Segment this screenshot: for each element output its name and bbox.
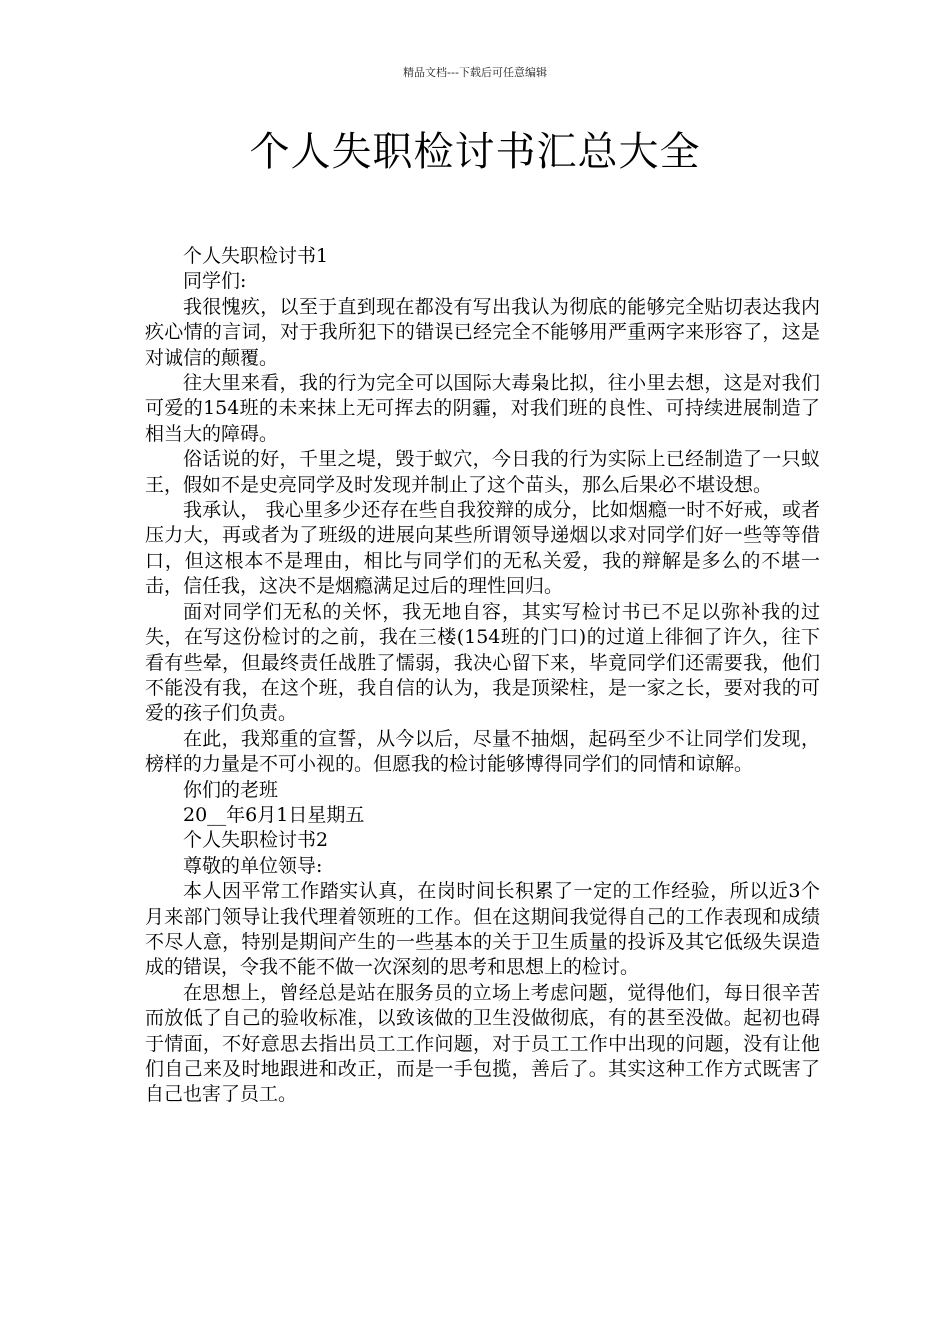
salutation-2: 尊敬的单位领导: — [183, 854, 323, 877]
paragraph: 本人因平常工作踏实认真，在岗时间长积累了一定的工作经验，所以近3个月来部门领导让我代理着领班的工作。但在这期间我觉得自己的工作表现和成绩不尽人意，特别是期间产生的一些基本的关于卫生质量的投诉及其它低级失误造成的错误，令我不能不做一次深刻的思考和思想上的检讨。 — [145, 880, 820, 979]
section-heading-2: 个人失职检讨书2 — [183, 829, 329, 852]
paragraph: 在思想上，曾经总是站在服务员的立场上考虑问题，觉得他们，每日很辛苦而放低了自己的验收标准，以致该做的卫生没做彻底，有的甚至没做。起初也碍于情面，不好意思去指出员工工作问题，对于员工工作中出现的问题，没有让他们自己来及时地跟进和改正，而是一手包揽，善后了。其实这种工作方式既害了自己也害了员工。 — [145, 981, 820, 1106]
paragraph: 我很愧疚，以至于直到现在都没有写出我认为彻底的能够完全贴切表达我内疚心情的言词，对于我所犯下的错误已经完全不能够用严重两字来形容了，这是对诚信的颠覆。 — [145, 295, 820, 369]
salutation-1: 同学们: — [183, 270, 247, 293]
signature: 你们的老班 — [183, 778, 279, 801]
paragraph: 俗话说的好，千里之堤，毁于蚁穴，今日我的行为实际上已经制造了一只蚁王，假如不是史亮同学及时发现并制止了这个苗头，那么后果必不堪设想。 — [145, 448, 820, 496]
paragraph: 我承认， 我心里多少还存在些自我狡辩的成分，比如烟瘾一时不好戒，或者压力大，再或者为了班级的进展向某些所谓领导递烟以求对同学们好一些等等借口，但这根本不是理由，相比与同学们的无私关爱，我的辩解是多么的不堪一击，信任我，这决不是烟瘾满足过后的理性回归。 — [145, 499, 820, 598]
section-heading-1: 个人失职检讨书1 — [183, 245, 329, 267]
paragraph: 往大里来看，我的行为完全可以国际大毒枭比拟，往小里去想，这是对我们可爱的154班的未来抹上无可挥去的阴霾，对我们班的良性、可持续进展制造了相当大的障碍。 — [145, 372, 820, 445]
document-body — [145, 244, 820, 1108]
paragraph: 面对同学们无私的关怀，我无地自容，其实写检讨书已不足以弥补我的过失，在写这份检讨的之前，我在三楼(154班的门口)的过道上徘徊了许久，往下看有些晕，但最终责任战胜了懦弱，我决心留下来，毕竟同学们还需要我，他们不能没有我，在这个班，我自信的认为，我是顶梁柱，是一家之长，要对我的可爱的孩子们负责。 — [145, 600, 820, 725]
paragraph: 在此，我郑重的宣誓，从今以后，尽量不抽烟，起码至少不让同学们发现，榜样的力量是不可小视的。但愿我的检讨能够博得同学们的同情和谅解。 — [145, 727, 820, 776]
page-header-note: 精品文档---下载后可任意编辑 — [403, 66, 547, 79]
date-line: 20__年6月1日星期五 — [183, 803, 365, 826]
document-title: 个人失职检讨书汇总大全 — [249, 129, 701, 175]
